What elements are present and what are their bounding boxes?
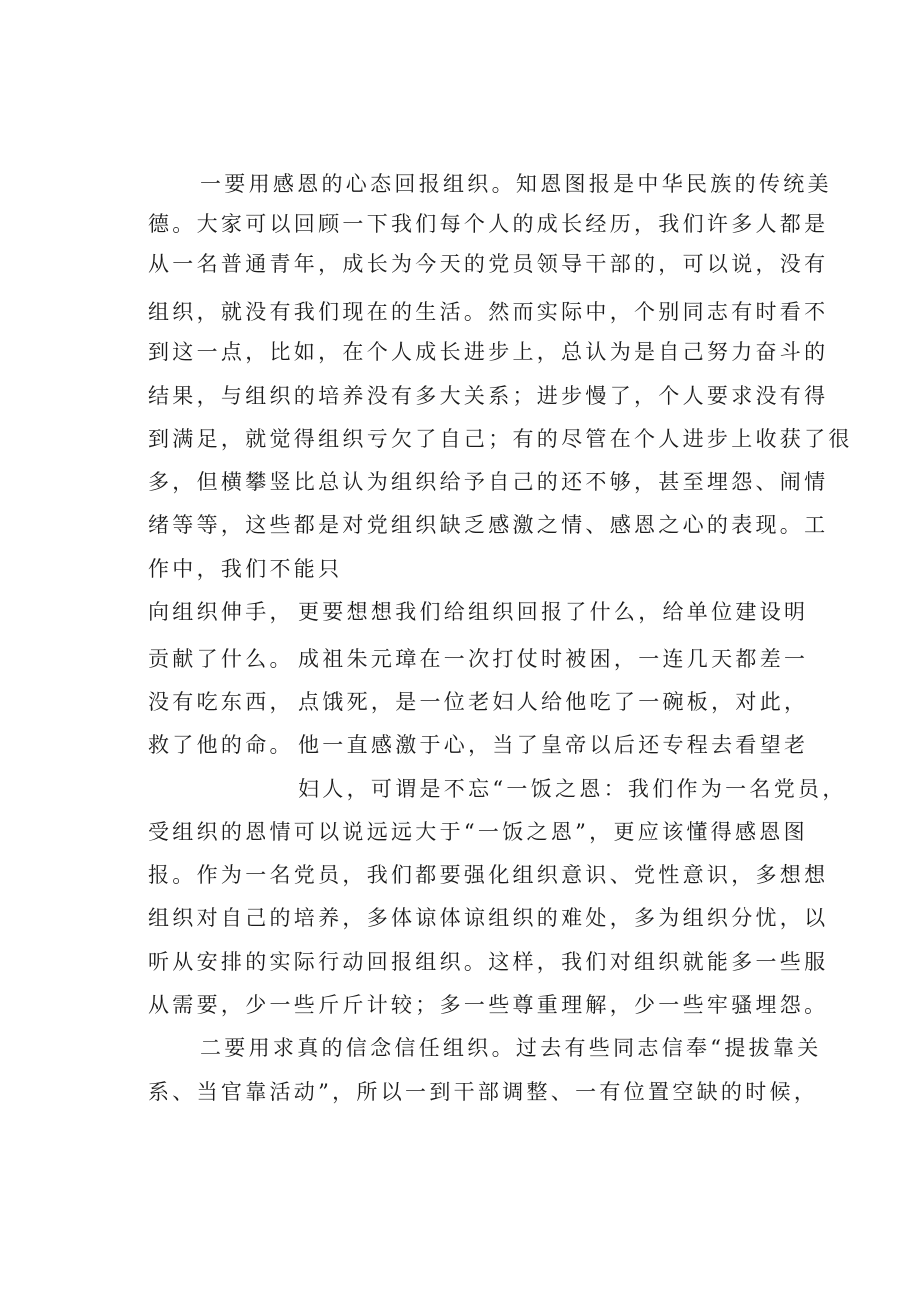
paragraph-line: 从一名普通青年，成长为今天的党员领导干部的，可以说，没有	[148, 252, 829, 276]
paragraph-line: 二要用求真的信念信任组织。过去有些同志信奉“提拔靠关	[200, 1036, 822, 1060]
paragraph-line: 从需要，少一些斤斤计较；多一些尊重理解，少一些牢骚埋怨。	[148, 993, 829, 1017]
paragraph-line: 组织，就没有我们现在的生活。然而实际中，个别同志有时看不	[148, 300, 829, 324]
paragraph-line: 妇人，可谓是不忘“一饭之恩：我们作为一名党员，	[298, 777, 847, 801]
paragraph-line: 多，但横攀竖比总认为组织给予自己的还不够，甚至埋怨、闹情	[148, 470, 829, 494]
paragraph-line: 绪等等，这些都是对党组织缺乏感激之情、感恩之心的表现。工	[148, 513, 829, 537]
split-line-right: 更要想想我们给组织回报了什么，给单位建设明	[298, 600, 809, 624]
split-line-left: 没有吃东西，	[148, 690, 294, 714]
split-line-left: 救了他的命。	[148, 733, 294, 757]
paragraph-line: 作中，我们不能只	[148, 557, 343, 581]
split-line-left: 贡献了什么。	[148, 647, 294, 671]
split-line-right: 他一直感激于心，当了皇帝以后还专程去看望老	[298, 733, 809, 757]
paragraph-line: 一要用感恩的心态回报组织。知恩图报是中华民族的传统美	[200, 172, 832, 196]
paragraph-line: 德。大家可以回顾一下我们每个人的成长经历，我们许多人都是	[148, 212, 829, 236]
paragraph-line: 报。作为一名党员，我们都要强化组织意识、党性意识，多想想	[148, 863, 829, 887]
split-line-right: 点饿死，是一位老妇人给他吃了一碗板，对此，	[298, 690, 809, 714]
paragraph-line: 受组织的恩情可以说远远大于“一饭之恩”，更应该懂得感恩图	[148, 820, 808, 844]
paragraph-line: 组织对自己的培养，多体谅体谅组织的难处，多为组织分忧，以	[148, 906, 829, 930]
paragraph-line: 到满足，就觉得组织亏欠了自己；有的尽管在个人进步上收获了很	[148, 427, 853, 451]
paragraph-line: 系、当官靠活动”，所以一到干部调整、一有位置空缺的时候，	[148, 1080, 819, 1104]
paragraph-line: 到这一点，比如，在个人成长进步上，总认为是自己努力奋斗的	[148, 340, 829, 364]
paragraph-line: 听从安排的实际行动回报组织。这样，我们对组织就能多一些服	[148, 950, 829, 974]
split-line-left: 向组织伸手，	[148, 600, 294, 624]
split-line-right: 成祖朱元璋在一次打仗时被困，一连几天都差一	[298, 647, 809, 671]
paragraph-line: 结果，与组织的培养没有多大关系；进步慢了，个人要求没有得	[148, 384, 829, 408]
